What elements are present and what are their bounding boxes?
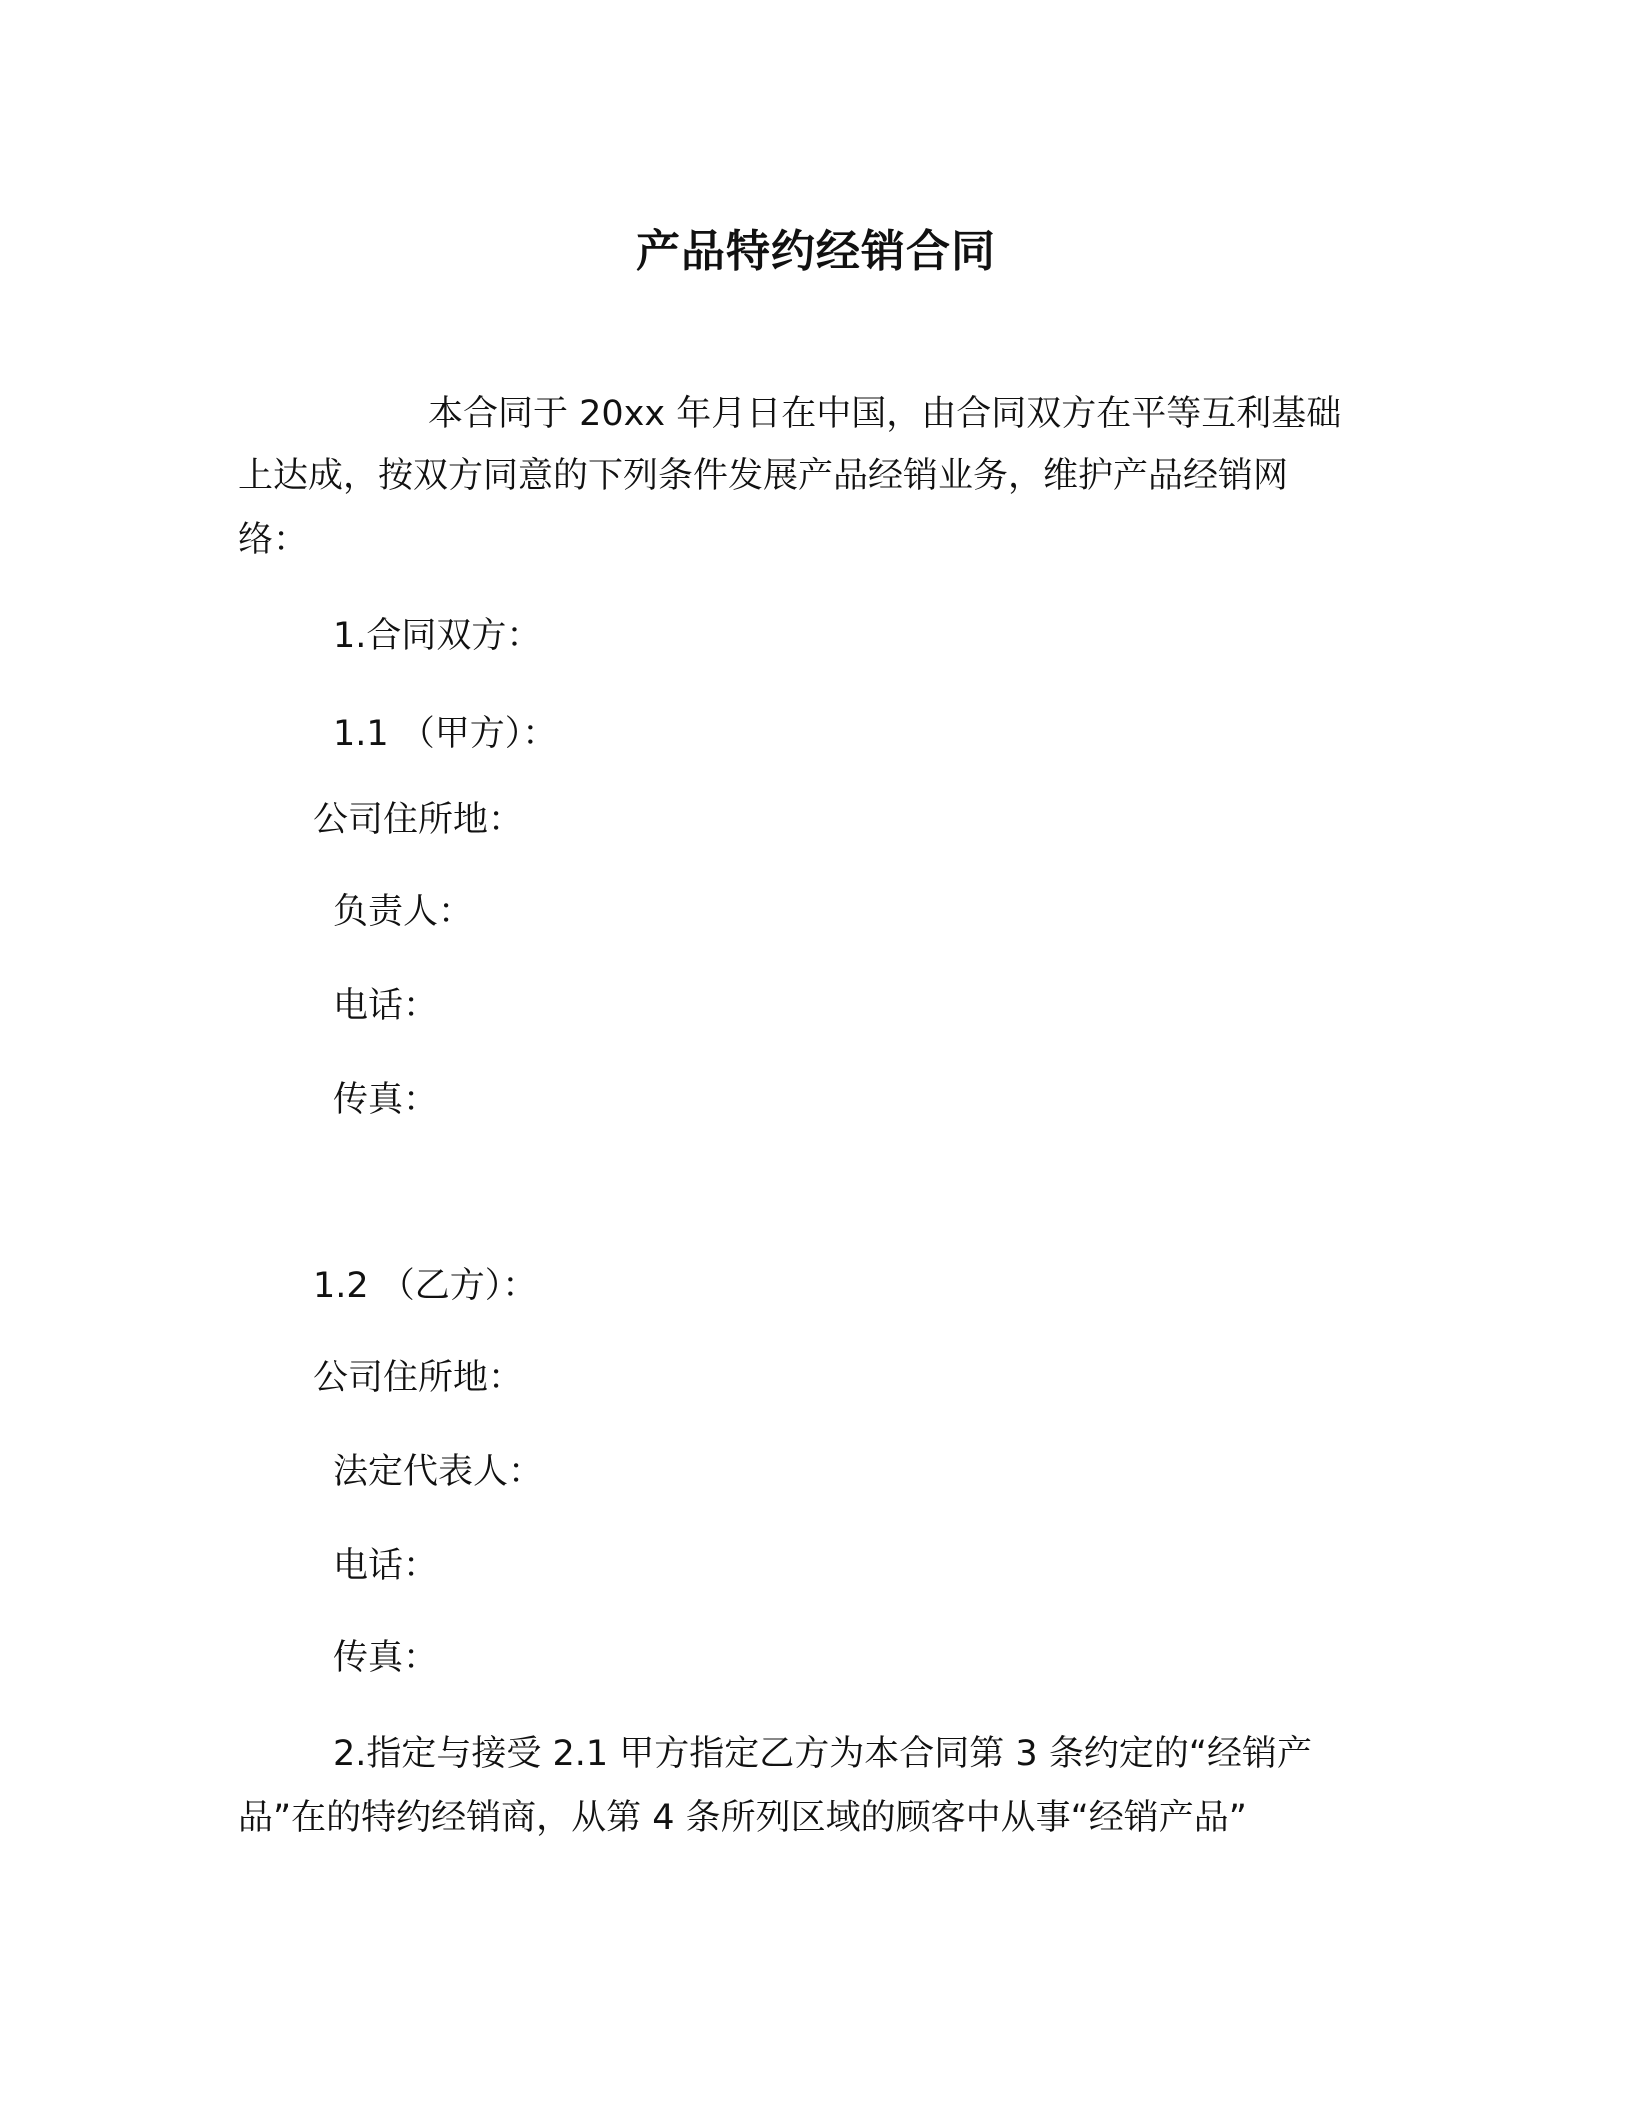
document-title: 产品特约经销合同 (636, 226, 996, 277)
party-a-heading: 1.1 （甲方）： (333, 714, 558, 754)
party-b-phone-label: 电话： (333, 1546, 439, 1586)
party-b-heading: 1.2 （乙方）： (313, 1266, 538, 1306)
intro-line-2: 上达成，按双方同意的下列条件发展产品经销业务，维护产品经销网 (238, 456, 1289, 496)
party-b-person-label: 法定代表人： (333, 1452, 544, 1492)
party-b-address-label: 公司住所地： (313, 1358, 524, 1398)
party-a-person-label: 负责人： (333, 892, 474, 932)
intro-line-1: 本合同于 20xx 年月日在中国，由合同双方在平等互利基础 (428, 394, 1342, 434)
intro-line-3: 络： (238, 520, 309, 560)
section-2-line-2: 品”在的特约经销商，从第 4 条所列区域的顾客中从事“经销产品” (238, 1798, 1247, 1838)
section-1-heading: 1.合同双方： (333, 616, 542, 656)
party-a-fax-label: 传真： (333, 1080, 439, 1120)
party-a-phone-label: 电话： (333, 986, 439, 1026)
party-b-fax-label: 传真： (333, 1638, 439, 1678)
party-a-address-label: 公司住所地： (313, 800, 524, 840)
section-2-line-1: 2.指定与接受 2.1 甲方指定乙方为本合同第 3 条约定的“经销产 (333, 1734, 1312, 1774)
